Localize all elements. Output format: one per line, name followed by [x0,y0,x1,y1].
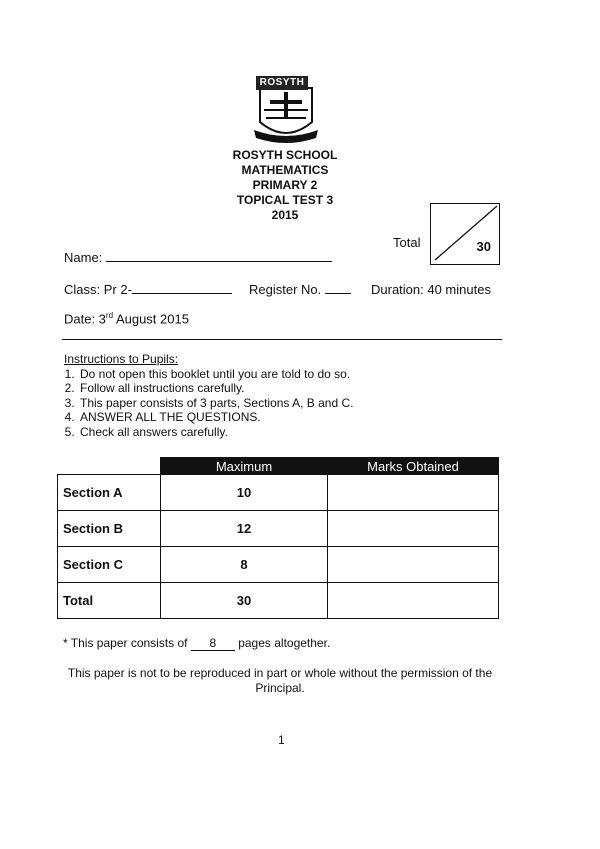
marks-table [57,457,499,619]
maximum-header: Maximum [161,458,328,475]
class-blank[interactable] [132,293,232,294]
instructions-list [64,367,353,440]
subject-title: MATHEMATICS [241,163,329,177]
row-obtained-cell[interactable] [328,583,499,619]
crest-banner-text: ROSYTH [256,76,308,90]
pages-note [63,636,330,651]
row-label: Section A [58,475,161,511]
duration-text: Duration: 40 minutes [371,282,491,297]
row-obtained-cell[interactable] [328,475,499,511]
row-obtained-cell[interactable] [328,547,499,583]
date-rest: August 2015 [113,311,189,327]
table-row [58,475,499,511]
obtained-header: Marks Obtained [328,458,499,475]
instructions-block [64,352,353,439]
instructions-title: Instructions to Pupils: [64,352,179,366]
pages-prefix: * This paper consists of [63,636,188,650]
total-label: Total [393,235,421,250]
table-row [58,583,499,619]
table-row [58,547,499,583]
row-maximum: 10 [161,475,328,511]
header-blank-cell [58,458,161,475]
marks-table-header [58,458,499,475]
date-superscript: rd [105,311,114,320]
exam-header [210,148,360,223]
register-label: Register No. [249,282,322,297]
instruction-item: 2. Follow all instructions carefully. [78,381,353,396]
row-maximum: 30 [161,583,328,619]
permission-notice: This paper is not to be reproduced in part or whole without the permission of the Principal. [67,666,493,695]
name-field[interactable] [64,250,332,265]
name-blank[interactable] [106,261,332,262]
table-row [58,511,499,547]
row-label: Section C [58,547,161,583]
total-score-box [430,203,500,265]
diagonal-line-icon [431,204,499,264]
register-field[interactable] [249,282,351,297]
total-score-value: 30 [476,239,491,254]
row-maximum: 12 [161,511,328,547]
page-number: 1 [278,733,285,747]
level-title: PRIMARY 2 [252,178,318,192]
divider-line [62,339,502,340]
class-label: Class: Pr 2- [64,282,132,297]
row-label: Section B [58,511,161,547]
row-maximum: 8 [161,547,328,583]
row-label: Total [58,583,161,619]
instruction-item: 4. ANSWER ALL THE QUESTIONS. [78,410,353,425]
year-title: 2015 [271,208,299,222]
pages-count: 8 [191,636,235,651]
class-field[interactable] [64,282,232,297]
date-text [64,311,189,326]
instruction-item: 5. Check all answers carefully. [78,425,353,440]
school-name: ROSYTH SCHOOL [232,148,338,162]
register-blank[interactable] [325,293,351,294]
school-crest-logo [250,74,326,150]
test-title: TOPICAL TEST 3 [236,193,334,207]
date-label: Date: 3 [64,311,106,327]
name-label: Name: [64,250,103,265]
instruction-item: 1. Do not open this booklet until you are told to do so. [78,367,353,382]
pages-suffix: pages altogether. [238,636,331,650]
instruction-item: 3. This paper consists of 3 parts, Sections A, B and C. [78,396,353,411]
row-obtained-cell[interactable] [328,511,499,547]
